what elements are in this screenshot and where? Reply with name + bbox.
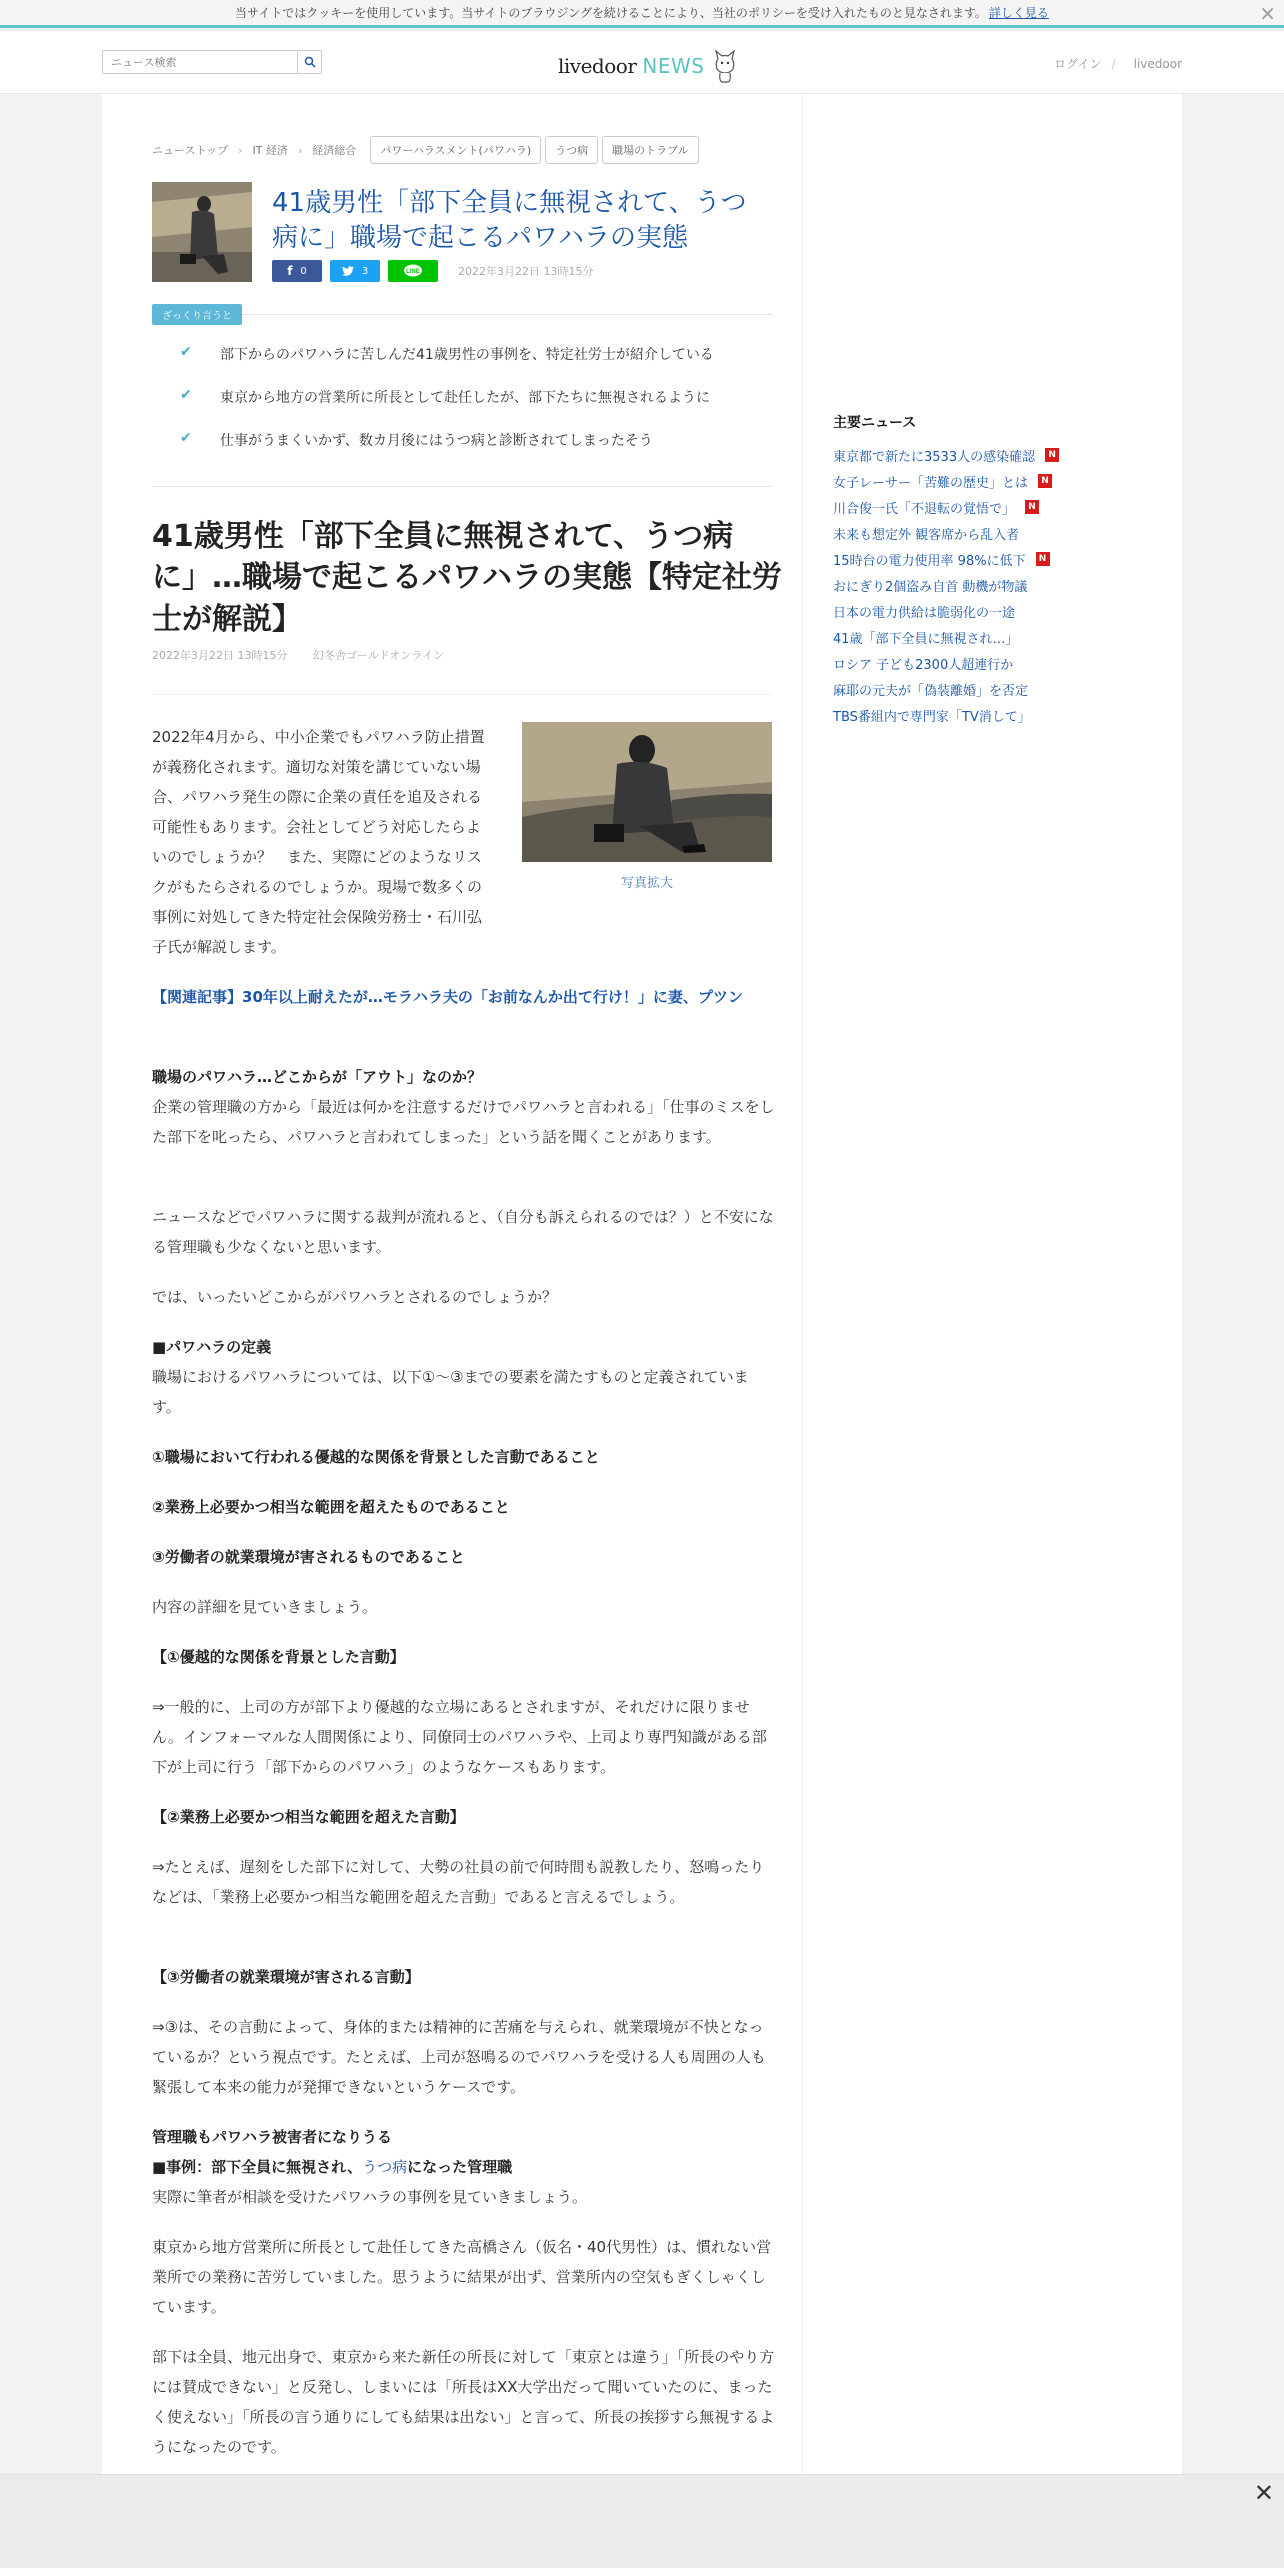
breadcrumb-item-it[interactable]: IT 経済 <box>252 144 288 157</box>
tag-depression[interactable]: うつ病 <box>545 136 598 164</box>
paragraph: ⇒③は、その言動によって、身体的または精神的に苦痛を与えられ、就業環境が不快となっているか？という視点です。たとえば、上司が怒鳴るのでパワハラを受ける人も周囲の人も緊張して本来の能力が発揮できないというケースです。 <box>152 2018 766 2096</box>
news-item[interactable]: おにぎり2個盗み自首 動機が物議 <box>833 579 1028 595</box>
definition-item: ③労働者の就業環境が害されるものであること <box>152 1548 465 1566</box>
top-news-list <box>833 442 1059 728</box>
breadcrumb-item-top[interactable]: ニューストップ <box>152 144 229 157</box>
paragraph: ⇒たとえば、遅刻をした部下に対して、大勢の社員の前で何時間も説教したり、怒鳴ったりなどは、「業務上必要かつ相当な範囲を超えた言動」であると言えるでしょう。 <box>152 1858 765 1906</box>
section-heading: 管理職もパワハラ被害者になりうる <box>152 2128 393 2146</box>
summary-list <box>180 344 780 473</box>
hero-title[interactable]: 41歳男性「部下全員に無視されて、うつ病に」職場で起こるパワハラの実態 <box>272 188 747 254</box>
facebook-icon: f <box>287 264 293 278</box>
case-heading: ■事例：部下全員に無視され、うつ病になった管理職 <box>152 2158 513 2176</box>
cookie-text: 当サイトではクッキーを使用しています。当サイトのブラウジングを続けることにより、当社のポリシーを受け入れたものと見なされます。 <box>235 6 987 20</box>
new-badge: N <box>1045 448 1059 462</box>
breadcrumb <box>152 136 699 164</box>
check-icon: ✔ <box>180 430 192 446</box>
chevron-right-icon: › <box>298 143 303 157</box>
search-icon <box>304 56 316 68</box>
news-item[interactable]: 川合俊一氏「不退転の覚悟で」 N <box>833 494 1059 520</box>
article-date: 2022年3月22日 13時15分 <box>152 649 288 662</box>
photo-enlarge-link[interactable]: 写真拡大 <box>620 876 673 891</box>
line-share-button[interactable] <box>388 260 438 282</box>
mascot-icon <box>712 49 738 83</box>
news-item[interactable]: 15時台の電力使用率 98%に低下 N <box>833 546 1059 572</box>
search-box <box>102 50 322 74</box>
paragraph: 内容の詳細を見ていきましょう。 <box>152 1598 378 1616</box>
news-item[interactable]: 女子レーサー「苦難の歴史」とは N <box>833 468 1059 494</box>
news-item[interactable]: TBS番組内で専門家「TV消して」 <box>833 709 1031 725</box>
cookie-banner <box>0 0 1284 28</box>
check-icon: ✔ <box>180 387 192 403</box>
related-article-link[interactable]: 【関連記事】30年以上耐えたが…モラハラ夫の「お前なんか出て行け！」に妻、プツン <box>152 988 743 1006</box>
paragraph: ⇒一般的に、上司の方が部下より優越的な立場にあるとされますが、それだけに限りません。インフォーマルな人間関係により、同僚同士のパワハラや、上司より専門知識がある部下が上司に行う「部下からのパワハラ」のようなケースもあります。 <box>152 1698 767 1776</box>
news-item[interactable]: 日本の電力供給は脆弱化の一途 <box>833 605 1016 621</box>
summary-item: ✔ 部下からのパワハラに苦しんだ41歳男性の事例を、特定社労士が紹介している <box>180 344 714 363</box>
summary-item: ✔ 仕事がうまくいかず、数カ月後にはうつ病と診断されてしまったそう <box>180 430 653 449</box>
cookie-close-icon[interactable]: × <box>1259 1 1276 25</box>
sidebar <box>802 94 1182 2474</box>
summary-tag: ざっくり言うと <box>152 304 242 325</box>
subsection-heading: 【②業務上必要かつ相当な範囲を超えた言動】 <box>152 1808 465 1826</box>
bottom-ad-overlay <box>0 2474 1284 2568</box>
line-icon <box>403 264 423 278</box>
news-item[interactable]: 麻耶の元夫が「偽装離婚」を否定 <box>833 683 1029 699</box>
paragraph: では、いったいどこからがパワハラとされるのでしょうか？ <box>152 1288 558 1306</box>
twitter-count: 3 <box>361 265 369 277</box>
check-icon: ✔ <box>180 344 192 360</box>
logo-main: livedoor <box>558 54 637 78</box>
tag-powerharassment[interactable]: パワーハラスメント(パワハラ) <box>370 136 541 164</box>
definition-item: ①職場において行われる優越的な関係を背景とした言動であること <box>152 1448 600 1466</box>
site-header <box>0 31 1284 94</box>
article-title: 41歳男性「部下全員に無視されて、うつ病に」…職場で起こるパワハラの実態【特定社労士が解説】 <box>152 519 782 637</box>
twitter-share-button[interactable] <box>330 260 380 282</box>
article-photo[interactable] <box>522 722 772 862</box>
subsection-heading: 【③労働者の就業環境が害される言動】 <box>152 1968 420 1986</box>
tag-workplace-trouble[interactable]: 職場のトラブル <box>602 136 699 164</box>
search-input[interactable] <box>103 51 297 73</box>
new-badge: N <box>1025 500 1039 514</box>
cookie-details-link[interactable]: 詳しく見る <box>988 6 1049 20</box>
news-item[interactable]: 41歳「部下全員に無視され…」 <box>833 631 1019 647</box>
facebook-count: 0 <box>300 265 307 277</box>
subsection-heading: 【①優越的な関係を背景とした言動】 <box>152 1648 405 1666</box>
header-links: ログイン / livedoor <box>1054 57 1182 71</box>
svg-text:LINE: LINE <box>406 269 420 275</box>
new-badge: N <box>1038 474 1052 488</box>
top-news-heading: 主要ニュース <box>833 415 917 431</box>
new-badge: N <box>1036 552 1050 566</box>
article-source[interactable]: 幻冬舎ゴールドオンライン <box>312 649 445 662</box>
hero-date: 2022年3月22日 13時15分 <box>458 265 594 278</box>
share-buttons <box>272 260 593 282</box>
summary-item: ✔ 東京から地方の営業所に所長として赴任したが、部下たちに無視されるように <box>180 387 710 406</box>
login-link[interactable]: ログイン <box>1054 57 1102 71</box>
paragraph: 職場におけるパワハラについては、以下①～③までの要素を満たすものと定義されています。 <box>152 1368 749 1416</box>
section-heading: ■パワハラの定義 <box>152 1338 272 1356</box>
article-meta <box>152 647 466 663</box>
search-button[interactable] <box>297 51 321 73</box>
paragraph: ニュースなどでパワハラに関する裁判が流れると、（自分も訴えられるのでは？）と不安になる管理職も少なくないと思います。 <box>152 1208 774 1256</box>
site-logo[interactable] <box>558 49 738 83</box>
news-item[interactable]: 東京都で新たに3533人の感染確認 N <box>833 442 1059 468</box>
definition-item: ②業務上必要かつ相当な範囲を超えたものであること <box>152 1498 510 1516</box>
news-item[interactable]: ロシア 子ども2300人超連行か <box>833 657 1014 673</box>
livedoor-link[interactable]: livedoor <box>1133 57 1182 71</box>
paragraph: 東京から地方営業所に所長として赴任してきた高橋さん（仮名・40代男性）は、慣れない営業所での業務に苦労していました。思うように結果が出ず、営業所内の空気もぎくしゃくしています。 <box>152 2238 772 2316</box>
keyword-link[interactable]: うつ病 <box>362 2158 408 2176</box>
hero-thumbnail[interactable] <box>152 182 252 282</box>
twitter-icon <box>342 266 354 276</box>
paragraph: 実際に筆者が相談を受けたパワハラの事例を見ていきましょう。 <box>152 2188 588 2206</box>
logo-sub: NEWS <box>642 54 705 78</box>
paragraph: 部下は全員、地元出身で、東京から来た新任の所長に対して「東京とは違う」「所長のやり方には賛成できない」と反発し、しまいには「所長はXX大学出だって聞いていたのに、まったく使えない」「所長の言う通りにしても結果は出ない」と言って、所長の挨拶すら無視するようになったのです。 <box>152 2348 775 2456</box>
paragraph: 企業の管理職の方から「最近は何かを注意するだけでパワハラと言われる」「仕事のミスをした部下を叱ったら、パワハラと言われてしまった」という話を聞くことがあります。 <box>152 1098 775 1146</box>
section-heading: 職場のパワハラ…どこからが「アウト」なのか？ <box>152 1068 483 1086</box>
facebook-share-button[interactable] <box>272 260 322 282</box>
chevron-right-icon: › <box>238 143 243 157</box>
close-icon[interactable]: ✕ <box>1253 2479 1274 2507</box>
article-intro: 2022年4月から、中小企業でもパワハラ防止措置が義務化されます。適切な対策を講じていない場合、パワハラ発生の際に企業の責任を追及される可能性もあります。会社としてどう対応したらよいのでしょうか？ また、実際にどのようなリスクがもたらされるのでしょうか。現場で数多くの事例に対処してきた特定社会保険労務士・石川弘子氏が解説します。 <box>152 728 485 956</box>
breadcrumb-item-economy[interactable]: 経済総合 <box>312 144 357 157</box>
main-column <box>102 94 802 2474</box>
news-item[interactable]: 未来も想定外 観客席から乱入者 <box>833 527 1020 543</box>
